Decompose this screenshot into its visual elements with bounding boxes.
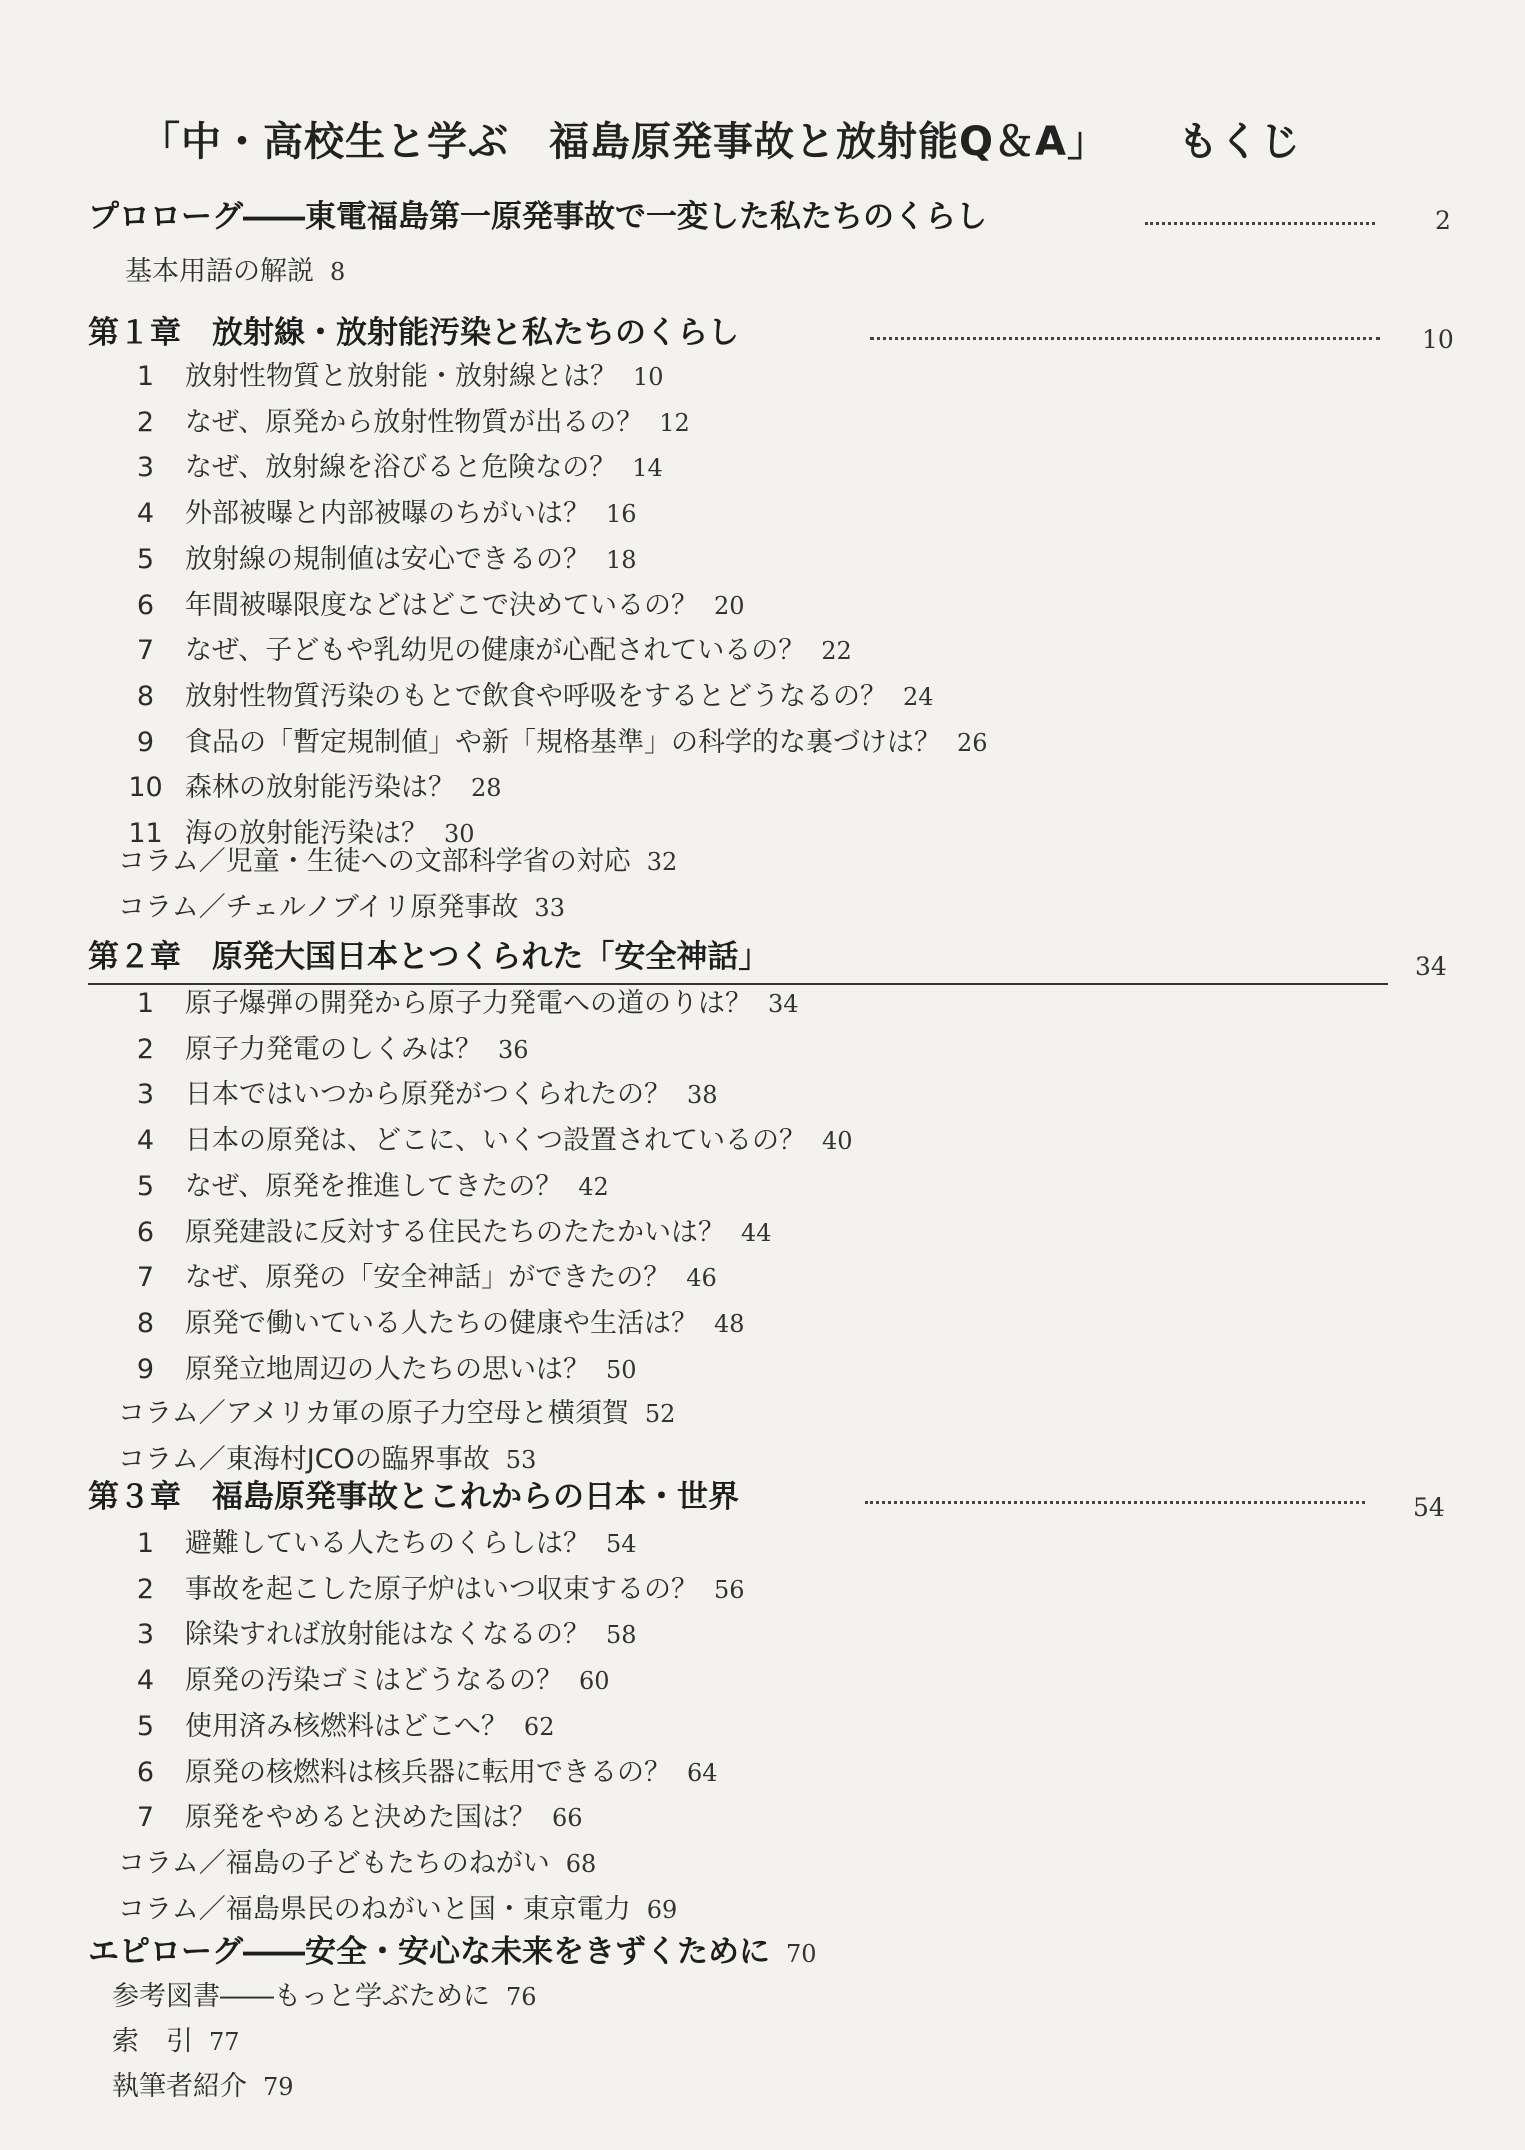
toc-item-text: 日本ではいつから原発がつくられたの？ [185,1079,671,1111]
column-item [118,891,565,925]
toc-item-text: 放射性物質汚染のもとで飲食や呼吸をするとどうなるの？ [185,680,887,712]
backmatter-text: 参考図書――もっと学ぶために [112,1981,490,2012]
title-part-1: 「中・高校生と学ぶ [140,119,509,165]
toc-item-page: 40 [822,1127,853,1156]
toc-item-text: 食品の「暫定規制値」や新「規格基準」の科学的な裏づけは？ [185,726,941,758]
toc-item [118,1664,610,1698]
toc-item [118,589,745,623]
column-item [118,1893,677,1927]
toc-item-number: 11 [128,818,163,849]
title-part-3: もくじ [1177,119,1301,165]
toc-item-number: 5 [136,1710,155,1742]
chapter-1-page: 10 [1422,325,1454,354]
toc-item [118,1618,637,1652]
toc-item-page: 50 [606,1355,637,1384]
column-item [118,1397,675,1431]
toc-item-number: 3 [136,1079,155,1111]
basic-terms-entry [125,255,345,289]
column-page: 33 [534,893,565,922]
column-page: 69 [646,1895,678,1924]
chapter-1-leader [870,337,1380,340]
page-title [140,110,1301,167]
toc-item-text: 海の放射能汚染は？ [185,818,428,849]
column-text: コラム／チェルノブイリ原発事故 [118,891,519,923]
chapter-3-page: 54 [1413,1493,1445,1522]
column-item [118,1847,596,1881]
toc-item-number: 1 [136,988,155,1019]
column-text: コラム／東海村JCOの臨界事故 [118,1443,490,1475]
toc-item-page: 66 [552,1804,583,1833]
toc-item-text: 原発建設に反対する住民たちのたたかいは？ [185,1216,725,1248]
toc-item [118,1170,609,1204]
toc-item-page: 34 [768,990,799,1018]
column-item [118,845,677,879]
backmatter-text: 索 引 [112,2026,193,2057]
backmatter-page: 79 [263,2073,294,2101]
toc-item [118,1710,554,1744]
toc-item-page: 20 [714,591,745,620]
toc-item-text: なぜ、原発を推進してきたの？ [185,1170,563,1202]
toc-item [118,360,664,394]
toc-item-text: 日本の原発は、どこに、いくつ設置されているの？ [185,1125,806,1157]
toc-item-number: 9 [136,1353,155,1385]
backmatter-page: 77 [209,2028,240,2056]
toc-item [118,406,690,440]
toc-item-text: 原子爆弾の開発から原子力発電への道のりは？ [185,988,752,1019]
toc-item-number: 5 [136,1170,155,1202]
toc-item-text: 原発で働いている人たちの健康や生活は？ [185,1307,698,1339]
toc-item-page: 30 [444,820,475,848]
chapter-1-title: 第１章 放射線・放射能汚染と私たちのくらし [88,315,739,351]
toc-item-number: 6 [136,1756,155,1788]
backmatter-item [112,2070,294,2104]
toc-item-text: 事故を起こした原子炉はいつ収束するの？ [185,1573,698,1605]
toc-item-page: 58 [606,1621,637,1650]
toc-item-text: 原発立地周辺の人たちの思いは？ [185,1353,590,1385]
toc-item-text: なぜ、原発の「安全神話」ができたの？ [185,1262,671,1294]
chapter-2-page: 34 [1415,952,1447,981]
toc-item [118,987,799,1021]
toc-item-page: 16 [606,500,637,529]
toc-item-number: 8 [136,680,155,712]
column-text: コラム／福島県民のねがいと国・東京電力 [118,1893,631,1925]
toc-item-page: 38 [687,1081,718,1110]
backmatter-page: 76 [506,1983,537,2011]
toc-item-number: 3 [136,452,155,484]
toc-item [118,1801,583,1835]
column-text: コラム／アメリカ軍の原子力空母と横須賀 [118,1398,629,1429]
toc-item-page: 48 [714,1309,745,1338]
toc-item [118,451,663,485]
toc-item-page: 60 [579,1667,610,1696]
toc-item-number: 4 [136,1125,155,1157]
toc-item-page: 18 [606,545,637,574]
prologue-title: プロローグ――東電福島第一原発事故で一変した私たちのくらし [88,199,987,235]
toc-item-number: 5 [136,543,155,575]
toc-item-text: 放射線の規制値は安心できるの？ [185,543,590,575]
column-text: コラム／児童・生徒への文部科学省の対応 [118,846,631,877]
column-page: 32 [646,848,678,876]
toc-item-text: なぜ、放射線を浴びると危険なの？ [185,452,617,484]
backmatter-text: 執筆者紹介 [112,2071,247,2102]
toc-item-text: 避難している人たちのくらしは？ [185,1528,590,1559]
toc-item-page: 46 [686,1264,717,1293]
toc-item-number: 7 [136,1262,155,1294]
toc-item-text: 使用済み核燃料はどこへ？ [185,1710,508,1742]
toc-item-page: 62 [523,1712,555,1741]
toc-item-page: 42 [578,1172,609,1201]
toc-item-number: 2 [136,1573,155,1605]
toc-item-text: なぜ、子どもや乳幼児の健康が心配されているの？ [185,635,806,667]
toc-item [118,1033,529,1067]
toc-item [118,497,637,531]
epilogue-page: 70 [786,1940,817,1968]
toc-item-number: 2 [136,1033,155,1065]
toc-item-page: 56 [714,1575,745,1604]
toc-item-number: 4 [136,1665,155,1697]
toc-item-number: 7 [136,635,155,667]
toc-item-page: 54 [606,1530,637,1558]
toc-item-number: 2 [136,406,155,438]
toc-item-text: 原発の汚染ゴミはどうなるの？ [185,1665,563,1697]
toc-item-number: 6 [136,1216,155,1248]
toc-item-page: 64 [687,1758,718,1787]
toc-item [118,1078,718,1112]
toc-item-page: 28 [471,774,502,803]
toc-item [118,1756,718,1790]
toc-item-number: 6 [136,589,155,621]
epilogue-title: エピローグ――安全・安心な未来をきずくために [88,1934,770,1970]
toc-item [118,771,502,805]
column-text: コラム／福島の子どもたちのねがい [118,1848,550,1879]
toc-item [118,1124,853,1158]
basic-terms-title: 基本用語の解説 [125,256,314,287]
backmatter-item [112,2025,240,2059]
toc-item [118,1353,637,1387]
toc-item-page: 14 [632,454,663,483]
toc-item-page: 10 [633,363,664,391]
chapter-2-rule [88,983,1388,985]
toc-item-number: 8 [136,1307,155,1339]
toc-item [118,634,852,668]
toc-item-page: 26 [957,728,988,757]
toc-item-number: 9 [136,726,155,758]
toc-item [118,1307,745,1341]
toc-item-text: なぜ、原発から放射性物質が出るの？ [185,406,644,438]
toc-item-text: 森林の放射能汚染は？ [185,772,455,804]
toc-item-page: 44 [741,1218,772,1247]
column-page: 68 [565,1850,597,1878]
toc-item-text: 原発をやめると決めた国は？ [185,1802,536,1834]
toc-item-page: 12 [659,408,690,437]
toc-item-text: 放射性物質と放射能・放射線とは？ [185,361,617,392]
toc-item-page: 36 [498,1035,529,1064]
toc-item-text: 原発の核燃料は核兵器に転用できるの？ [185,1756,671,1788]
toc-item-page: 24 [903,682,934,711]
toc-item-text: 年間被曝限度などはどこで決めているの？ [185,589,698,621]
toc-item-number: 1 [136,361,155,392]
toc-item-text: 外部被曝と内部被曝のちがいは？ [185,498,590,530]
toc-item [118,1216,772,1250]
toc-item-page: 22 [821,637,852,666]
chapter-3-title: 第３章 福島原発事故とこれからの日本・世界 [88,1479,739,1515]
title-part-2: 福島原発事故と放射能Q＆A」 [549,119,1108,165]
toc-item [118,1261,717,1295]
toc-item [118,1573,745,1607]
prologue-leader [1145,222,1375,225]
prologue-page: 2 [1435,206,1451,235]
backmatter-item [112,1980,537,2014]
toc-item-text: 除染すれば放射能はなくなるの？ [185,1619,590,1651]
toc-item-text: 原子力発電のしくみは？ [185,1033,482,1065]
toc-item [118,1527,637,1561]
toc-item [118,680,934,714]
toc-item [118,726,988,760]
toc-item [118,543,637,577]
toc-item-number: 10 [128,772,163,804]
epilogue-entry [88,1935,817,1971]
toc-item-number: 1 [136,1528,155,1559]
column-item [118,1443,536,1477]
chapter-3-leader [865,1501,1365,1504]
toc-item-number: 4 [136,498,155,530]
column-page: 52 [644,1400,676,1428]
column-page: 53 [505,1445,537,1474]
toc-item-number: 7 [136,1802,155,1834]
basic-terms-page: 8 [330,258,346,286]
toc-item-number: 3 [136,1619,155,1651]
chapter-2-title: 第２章 原発大国日本とつくられた「安全神話」 [88,939,770,975]
